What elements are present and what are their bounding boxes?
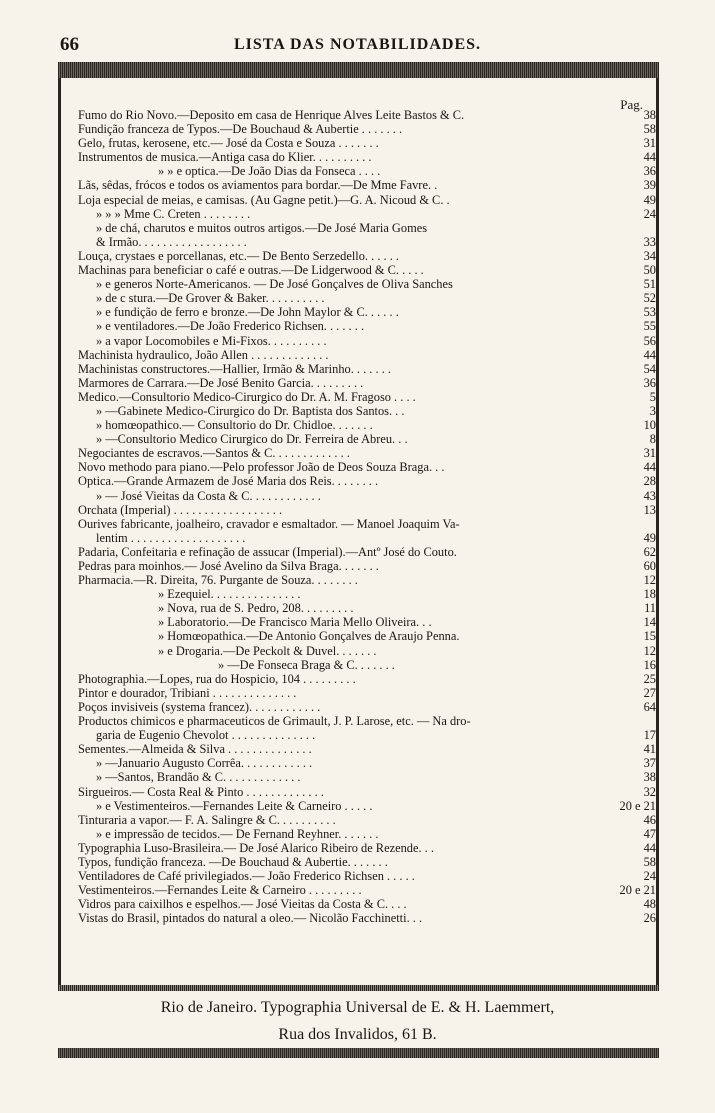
directory-list bbox=[78, 108, 656, 925]
entry-page: 51 bbox=[643, 277, 656, 292]
list-item bbox=[78, 629, 656, 643]
entry-text: » — José Vieitas da Costa & C. . . . . . . . . . . . bbox=[96, 488, 321, 503]
entry-text: Marmores de Carrara.—De José Benito Garcia. . . . . . . . . bbox=[78, 375, 364, 390]
list-item bbox=[78, 517, 656, 531]
entry-page: 26 bbox=[643, 911, 656, 926]
entry-text: Pintor e dourador, Tribiani . . . . . . . . . . . . . . bbox=[78, 685, 297, 700]
entry-page: 36 bbox=[643, 375, 656, 390]
entry-text: Loja especial de meias, e camisas. (Au Gagne petit.)—G. A. Nicoud & C. . bbox=[78, 192, 450, 207]
entry-page: 24 bbox=[643, 206, 656, 221]
list-item bbox=[78, 841, 656, 855]
entry-page: 38 bbox=[643, 108, 656, 122]
list-item bbox=[78, 460, 656, 474]
list-item bbox=[78, 686, 656, 700]
entry-text: Optica.—Grande Armazem de José Maria dos Reis. . . . . . . . bbox=[78, 474, 379, 489]
list-item bbox=[78, 672, 656, 686]
entry-text: » —Consultorio Medico Cirurgico do Dr. Ferreira de Abreu. . . bbox=[96, 432, 408, 447]
entry-text: » e generos Norte-Americanos. — De José Gonçalves de Oliva Sanches bbox=[96, 277, 453, 292]
entry-text: » —Santos, Brandão & C. . . . . . . . . . . . . bbox=[96, 770, 301, 785]
list-item bbox=[78, 883, 656, 897]
entry-page: 16 bbox=[643, 657, 656, 672]
list-item bbox=[78, 108, 656, 122]
page-number: 66 bbox=[60, 34, 79, 55]
entry-text: Productos chimicos e pharmaceuticos de Grimault, J. P. Larose, etc. — Na dro- bbox=[78, 714, 471, 729]
entry-text: Photographia.—Lopes, rua do Hospicio, 104 . . . . . . . . . bbox=[78, 671, 356, 686]
entry-page: 44 bbox=[643, 347, 656, 362]
entry-text: Medico.—Consultorio Medico-Cirurgico do Dr. A. M. Fragoso . . . . bbox=[78, 389, 416, 404]
entry-page: 44 bbox=[643, 840, 656, 855]
list-item bbox=[78, 799, 656, 813]
entry-text: Pharmacia.—R. Direita, 76. Purgante de Souza. . . . . . . . bbox=[78, 573, 358, 588]
list-item bbox=[78, 489, 656, 503]
list-item bbox=[78, 855, 656, 869]
list-item bbox=[78, 348, 656, 362]
bottom-rule bbox=[58, 985, 659, 991]
list-item bbox=[78, 770, 656, 784]
list-item bbox=[78, 728, 656, 742]
entry-page: 18 bbox=[643, 587, 656, 602]
entry-page: 38 bbox=[643, 770, 656, 785]
list-item bbox=[78, 277, 656, 291]
entry-page: 25 bbox=[643, 671, 656, 686]
entry-page: 31 bbox=[643, 136, 656, 151]
list-item bbox=[78, 136, 656, 150]
entry-page: 12 bbox=[643, 573, 656, 588]
entry-text: Instrumentos de musica.—Antiga casa do Klier. . . . . . . . . . bbox=[78, 150, 372, 165]
entry-text: Vistas do Brasil, pintados do natural a oleo.— Nicolão Facchinetti. . . bbox=[78, 911, 423, 926]
entry-text: » a vapor Locomobiles e Mi-Fixos. . . . . . . . . . bbox=[96, 333, 327, 348]
list-item bbox=[78, 305, 656, 319]
entry-page: 55 bbox=[643, 319, 656, 334]
entry-page: 8 bbox=[649, 432, 656, 447]
top-ornamental-rule bbox=[58, 62, 659, 78]
entry-page: 20 e 21 bbox=[619, 798, 656, 813]
list-item bbox=[78, 503, 656, 517]
entry-page: 37 bbox=[643, 756, 656, 771]
entry-text: » e impressão de tecidos.— De Fernand Reyhner. . . . . . . bbox=[96, 826, 379, 841]
entry-page: 58 bbox=[643, 854, 656, 869]
entry-page: 64 bbox=[643, 699, 656, 714]
entry-page: 15 bbox=[643, 629, 656, 644]
entry-text: Vidros para caixilhos e espelhos.— José Vieitas da Costa & C. . . . bbox=[78, 897, 407, 912]
list-item bbox=[78, 785, 656, 799]
entry-text: Ventiladores de Café privilegiados.— João Frederico Richsen . . . . . bbox=[78, 869, 415, 884]
list-item bbox=[78, 334, 656, 348]
list-item bbox=[78, 587, 656, 601]
entry-page: 12 bbox=[643, 643, 656, 658]
entry-page: 49 bbox=[643, 530, 656, 545]
entry-page: 58 bbox=[643, 122, 656, 137]
footer-ornamental-rule bbox=[58, 1048, 659, 1058]
entry-text: Typos, fundição franceza. —De Bouchaud & Aubertie. . . . . . . bbox=[78, 854, 388, 869]
entry-text: lentim . . . . . . . . . . . . . . . . . . . bbox=[96, 530, 246, 545]
list-item bbox=[78, 601, 656, 615]
list-item bbox=[78, 700, 656, 714]
entry-text: Sirgueiros.— Costa Real & Pinto . . . . . . . . . . . . . bbox=[78, 784, 324, 799]
entry-page: 11 bbox=[644, 601, 656, 616]
entry-text: Novo methodo para piano.—Pelo professor João de Deos Souza Braga. . . bbox=[78, 460, 445, 475]
list-item bbox=[78, 615, 656, 629]
list-item bbox=[78, 390, 656, 404]
list-item bbox=[78, 531, 656, 545]
entry-page: 41 bbox=[643, 742, 656, 757]
entry-page: 39 bbox=[643, 178, 656, 193]
entry-page: 44 bbox=[643, 150, 656, 165]
list-item bbox=[78, 658, 656, 672]
list-item bbox=[78, 291, 656, 305]
entry-page: 50 bbox=[643, 263, 656, 278]
entry-page: 32 bbox=[643, 784, 656, 799]
entry-page: 44 bbox=[643, 460, 656, 475]
list-item bbox=[78, 559, 656, 573]
entry-page: 47 bbox=[643, 826, 656, 841]
entry-text: Sementes.—Almeida & Silva . . . . . . . . . . . . . . bbox=[78, 742, 312, 757]
list-item bbox=[78, 207, 656, 221]
list-item bbox=[78, 545, 656, 559]
entry-text: » Nova, rua de S. Pedro, 208. . . . . . . . . bbox=[158, 601, 354, 616]
entry-text: Orchata (Imperial) . . . . . . . . . . . . . . . . . . bbox=[78, 502, 283, 517]
entry-text: » —De Fonseca Braga & C. . . . . . . bbox=[218, 657, 395, 672]
entry-page: 56 bbox=[643, 333, 656, 348]
running-header bbox=[0, 26, 715, 60]
entry-text: Poços invisiveis (systema francez). . . . . . . . . . . . bbox=[78, 699, 321, 714]
list-item bbox=[78, 644, 656, 658]
list-item bbox=[78, 178, 656, 192]
list-item bbox=[78, 897, 656, 911]
entry-text: Louça, crystaes e porcellanas, etc.— De Bento Serzedello. . . . . . bbox=[78, 248, 400, 263]
entry-page: 24 bbox=[643, 869, 656, 884]
entry-text: Negociantes de escravos.—Santos & C. . . . . . . . . . . . . bbox=[78, 446, 350, 461]
entry-page: 52 bbox=[643, 291, 656, 306]
list-item bbox=[78, 432, 656, 446]
entry-text: Fumo do Rio Novo.—Deposito em casa de Henrique Alves Leite Bastos & C. bbox=[78, 108, 465, 122]
entry-text: Machinista hydraulico, João Allen . . . . . . . . . . . . . bbox=[78, 347, 329, 362]
list-item bbox=[78, 742, 656, 756]
entry-text: » Ezequiel. . . . . . . . . . . . . . . bbox=[158, 587, 301, 602]
entry-page: 17 bbox=[643, 728, 656, 743]
list-item bbox=[78, 235, 656, 249]
entry-page: 49 bbox=[643, 192, 656, 207]
list-item bbox=[78, 714, 656, 728]
imprint-line-1: Rio de Janeiro. Typographia Universal de E. & H. Laemmert, bbox=[160, 999, 555, 1016]
list-item bbox=[78, 911, 656, 925]
list-item bbox=[78, 150, 656, 164]
list-item bbox=[78, 813, 656, 827]
entry-text: Machinistas constructores.—Hallier, Irmão & Marinho. . . . . . . bbox=[78, 361, 391, 376]
imprint-line-2: Rua dos Invalidos, 61 B. bbox=[278, 1026, 437, 1043]
list-item bbox=[78, 164, 656, 178]
entry-text: Machinas para beneficiar o café e outras.—De Lidgerwood & C. . . . . bbox=[78, 263, 424, 278]
entry-text: Fundição franceza de Typos.—De Bouchaud & Aubertie . . . . . . . bbox=[78, 122, 403, 137]
entry-text: » e Drogaria.—De Peckolt & Duvel. . . . . . . bbox=[158, 643, 377, 658]
list-item bbox=[78, 474, 656, 488]
entry-text: & Irmão. . . . . . . . . . . . . . . . . . bbox=[96, 234, 247, 249]
list-item bbox=[78, 263, 656, 277]
entry-page: 43 bbox=[643, 488, 656, 503]
entry-text: Vestimenteiros.—Fernandes Leite & Carneiro . . . . . . . . . bbox=[78, 883, 362, 898]
entry-text: garia de Eugenio Chevolot . . . . . . . . . . . . . . bbox=[96, 728, 316, 743]
entry-text: Lãs, sêdas, frócos e todos os aviamentos para bordar.—De Mme Favre. . bbox=[78, 178, 438, 193]
entry-page: 5 bbox=[649, 389, 656, 404]
list-item bbox=[78, 404, 656, 418]
entry-page: 10 bbox=[643, 418, 656, 433]
entry-text: Pedras para moinhos.— José Avelino da Silva Braga. . . . . . . bbox=[78, 559, 379, 573]
list-item bbox=[78, 221, 656, 235]
entry-text: » de c stura.—De Grover & Baker. . . . . . . . . . bbox=[96, 291, 325, 306]
entry-page: 14 bbox=[643, 615, 656, 630]
entry-page: 60 bbox=[643, 559, 656, 573]
list-item bbox=[78, 122, 656, 136]
entry-page: 20 e 21 bbox=[619, 883, 656, 898]
entry-page: 28 bbox=[643, 474, 656, 489]
entry-text: Tinturaria a vapor.— F. A. Salingre & C. . . . . . . . . . bbox=[78, 812, 336, 827]
list-item bbox=[78, 869, 656, 883]
entry-text: » —Gabinete Medico-Cirurgico do Dr. Baptista dos Santos. . . bbox=[96, 403, 405, 418]
entry-text: Gelo, frutas, kerosene, etc.— José da Costa e Souza . . . . . . . bbox=[78, 136, 379, 151]
list-item bbox=[78, 193, 656, 207]
page-title: LISTA DAS NOTABILIDADES. bbox=[233, 36, 482, 53]
list-item bbox=[78, 362, 656, 376]
entry-text: Typographia Luso-Brasileira.— De José Alarico Ribeiro de Rezende. . . bbox=[78, 840, 434, 855]
list-item bbox=[78, 446, 656, 460]
entry-page: 46 bbox=[643, 812, 656, 827]
list-item bbox=[78, 376, 656, 390]
list-item bbox=[78, 249, 656, 263]
entry-page: 34 bbox=[643, 248, 656, 263]
list-item bbox=[78, 827, 656, 841]
entry-text: » homœopathico.— Consultorio do Dr. Chidloe. . . . . . . bbox=[96, 418, 373, 433]
list-item bbox=[78, 756, 656, 770]
entry-text: » » e optica.—De João Dias da Fonseca . . . . bbox=[158, 164, 381, 179]
entry-page: 31 bbox=[643, 446, 656, 461]
entry-text: » e ventiladores.—De João Frederico Richsen. . . . . . . bbox=[96, 319, 365, 334]
entry-text: » Laboratorio.—De Francisco Maria Mello Oliveira. . . bbox=[158, 615, 432, 630]
entry-page: 3 bbox=[649, 403, 656, 418]
entry-page: 13 bbox=[643, 502, 656, 517]
entry-page: 27 bbox=[643, 685, 656, 700]
entry-text: » Homœopathica.—De Antonio Gonçalves de Araujo Penna. bbox=[158, 629, 460, 644]
entry-text: Padaria, Confeitaria e refinação de assucar (Imperial).—Antº José do Couto. bbox=[78, 544, 457, 559]
entry-text: » e fundição de ferro e bronze.—De John Maylor & C. . . . . . bbox=[96, 305, 399, 320]
entry-page: 33 bbox=[643, 234, 656, 249]
entry-page: 54 bbox=[643, 361, 656, 376]
entry-page: 48 bbox=[643, 897, 656, 912]
entry-text: » —Januario Augusto Corrêa. . . . . . . . . . . . bbox=[96, 756, 313, 771]
page-column-header: Pag. bbox=[620, 97, 643, 112]
entry-text: » de chá, charutos e muitos outros artigos.—De José Maria Gomes bbox=[96, 220, 428, 235]
list-item bbox=[78, 418, 656, 432]
list-item bbox=[78, 573, 656, 587]
imprint bbox=[0, 994, 715, 1048]
list-item bbox=[78, 319, 656, 333]
entry-text: Ourives fabricante, joalheiro, cravador e esmaltador. — Manoel Joaquim Va- bbox=[78, 516, 460, 531]
entry-page: 36 bbox=[643, 164, 656, 179]
entry-text: » » » Mme C. Creten . . . . . . . . bbox=[96, 206, 251, 221]
entry-text: » e Vestimenteiros.—Fernandes Leite & Carneiro . . . . . bbox=[96, 798, 373, 813]
entry-page: 53 bbox=[643, 305, 656, 320]
entry-page: 62 bbox=[643, 544, 656, 559]
